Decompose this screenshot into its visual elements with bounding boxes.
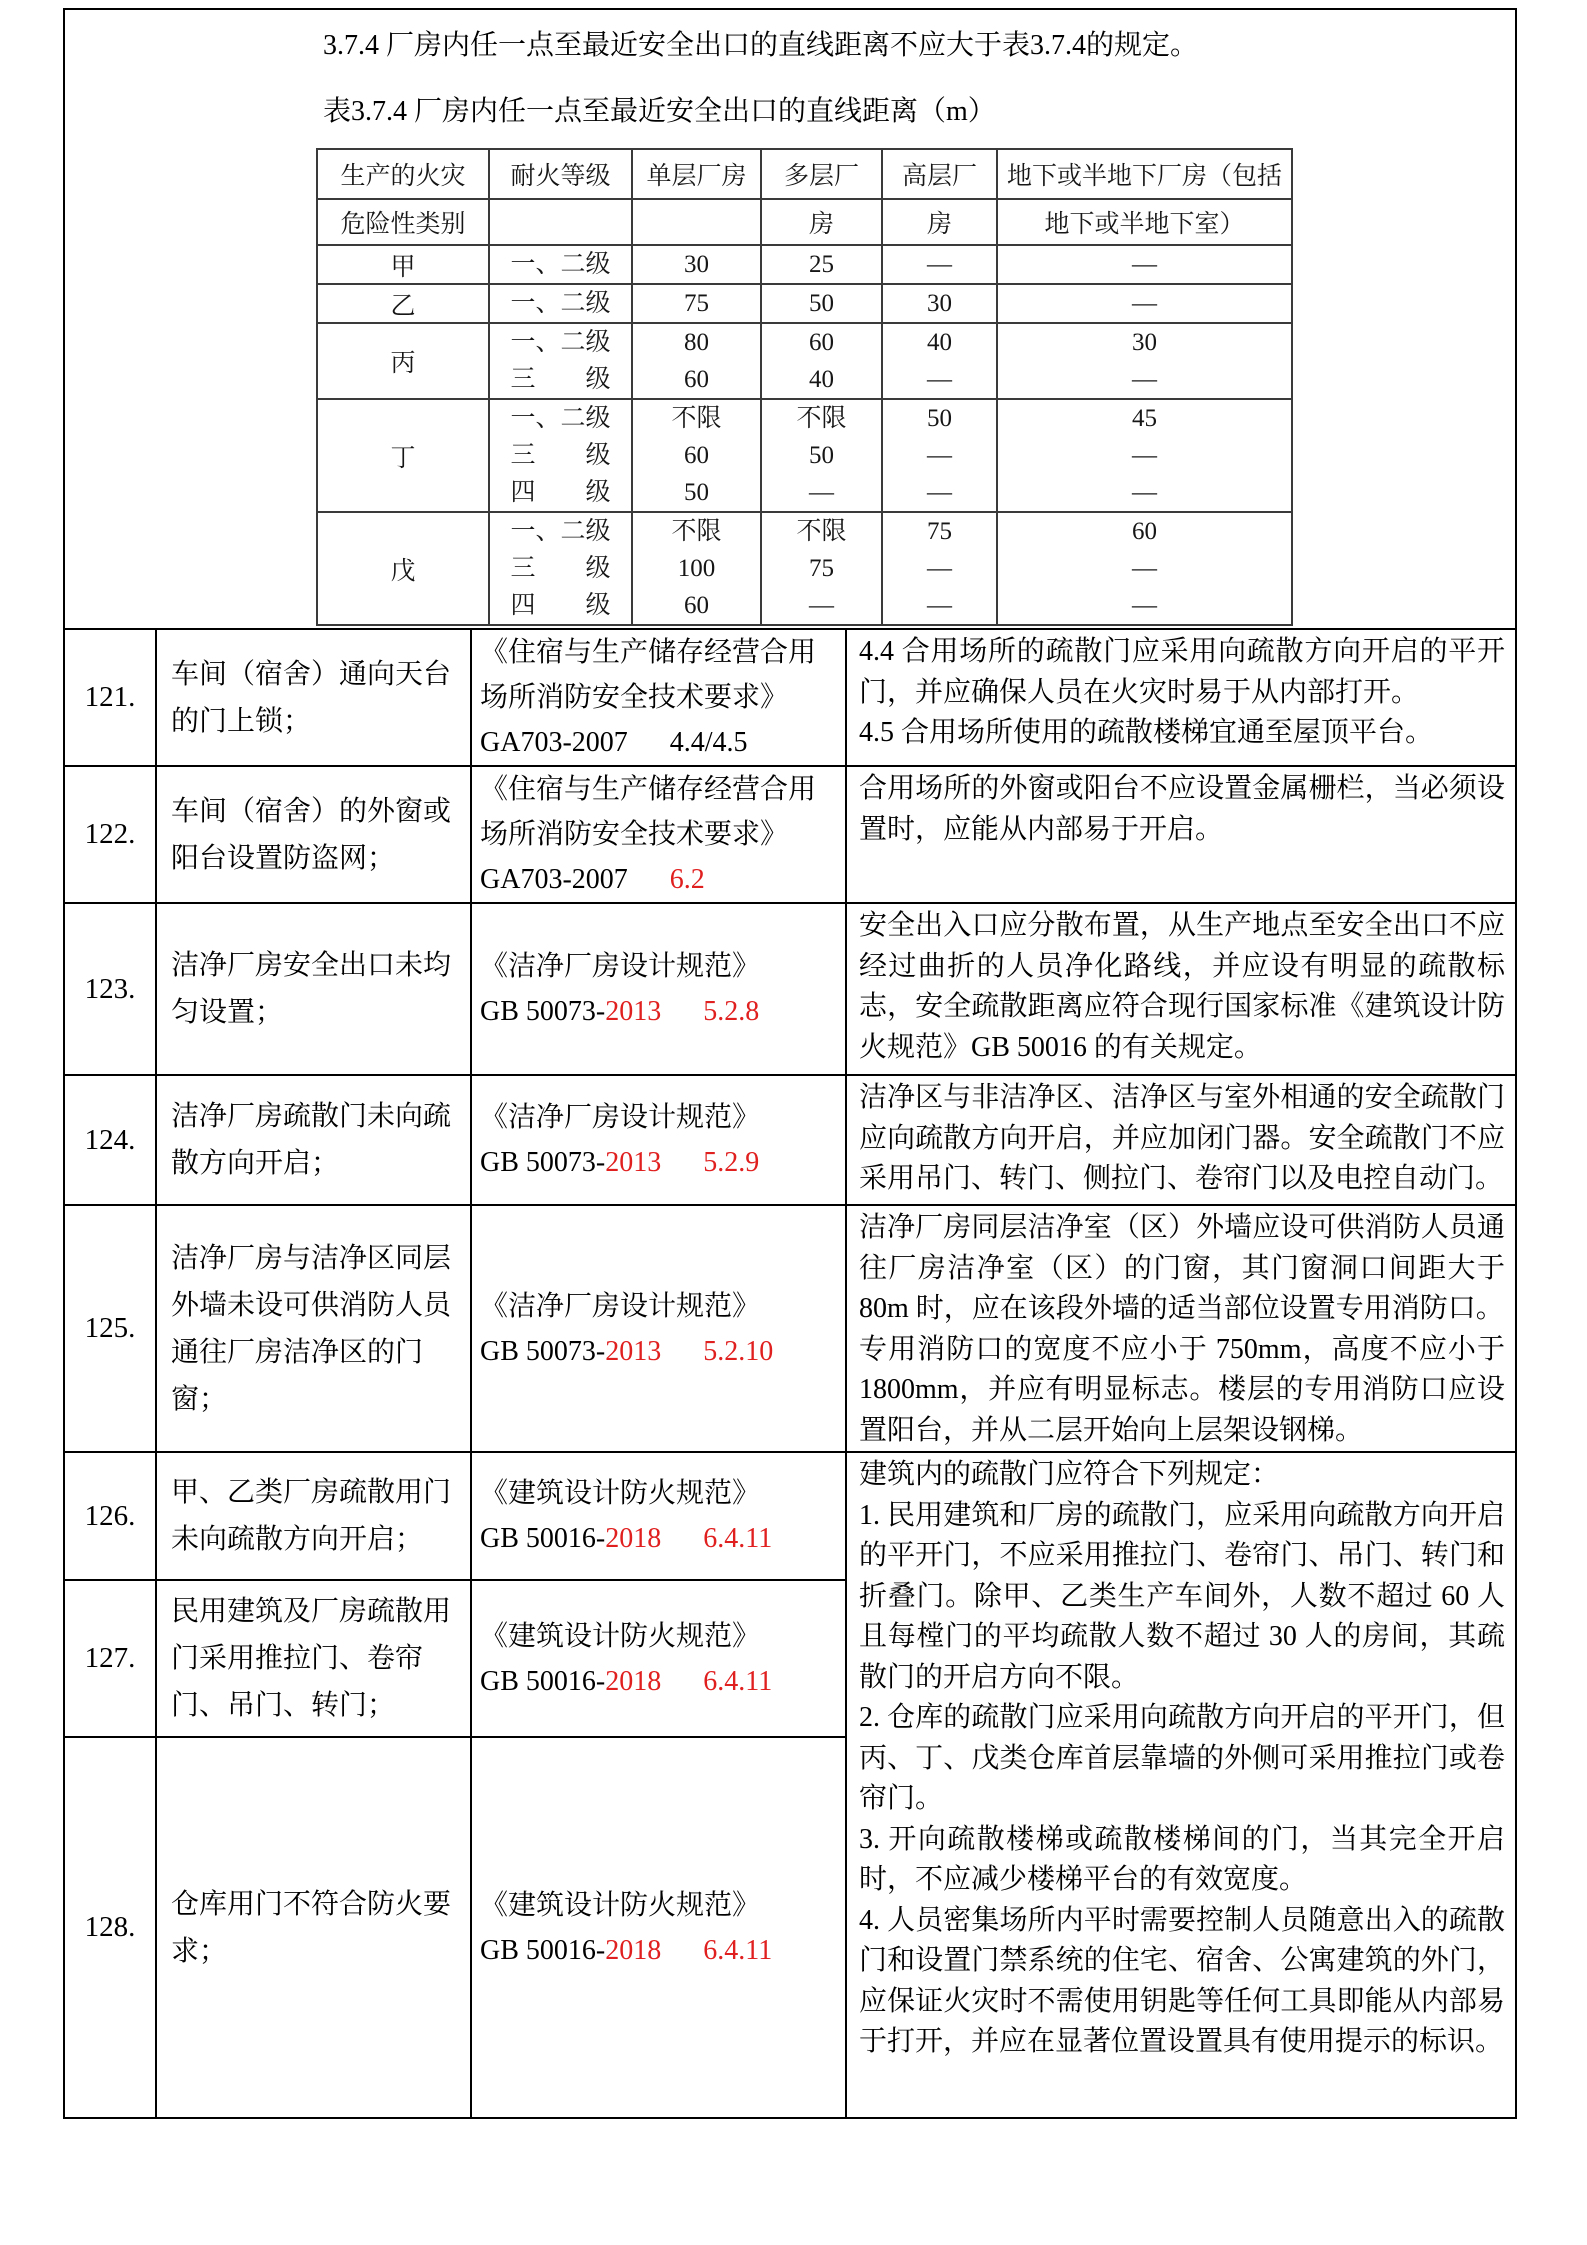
- row-number: 126.: [64, 1452, 156, 1580]
- distance-cell: 不限: [671, 518, 722, 545]
- table-caption: 表3.7.4 厂房内任一点至最近安全出口的直线距离（m）: [323, 96, 996, 127]
- violation-desc: 车间（宿舍）的外窗或阳台设置防盗网；: [156, 766, 471, 903]
- col-header-hazard-2: 危险性类别: [317, 199, 489, 245]
- requirement-text: [846, 903, 1516, 1075]
- col-header-empty-1: [489, 199, 632, 245]
- hazard-category: 甲: [317, 245, 489, 284]
- row-number: 123.: [64, 903, 156, 1075]
- code-standard-number: GA703-2007: [480, 727, 628, 758]
- requirement-paragraph: 洁净厂房同层洁净室（区）外墙应设可供消防人员通往厂房洁净室（区）的门窗，其门窗洞口间距大于 80m 时，应在该段外墙的适当部位设置专用消防口。: [859, 1212, 1505, 1324]
- value-cell: [882, 323, 997, 399]
- distance-cell: 四 级: [510, 479, 611, 506]
- distance-cell: 75: [927, 518, 952, 545]
- distance-cell: 一、二级: [510, 329, 611, 356]
- value-cell: [632, 245, 761, 284]
- code-title: 《住宿与生产储存经营合用场所消防安全技术要求》: [480, 774, 817, 850]
- distance-cell: 一、二级: [510, 290, 611, 317]
- col-header-single-storey: 单层厂房: [632, 149, 761, 199]
- distance-cell: 不限: [796, 518, 847, 545]
- code-section: 5.2.10: [703, 1335, 774, 1367]
- requirement-paragraph: 安全出入口应分散布置，从生产地点至安全出口不应经过曲折的人员净化路线，并应设有明显的疏散标志，安全疏散距离应符合现行国家标准《建筑设计防火规范》GB 50016 的有关规定。: [859, 910, 1505, 1063]
- code-section: 5.2.8: [703, 996, 760, 1027]
- code-standard-number: GB 50016-: [480, 1934, 606, 1966]
- distance-row-yi: [317, 284, 1292, 323]
- distance-cell: —: [1132, 290, 1157, 317]
- distance-cell: —: [1132, 251, 1157, 278]
- distance-cell: 50: [809, 442, 834, 469]
- distance-cell: —: [809, 479, 834, 506]
- distance-cell: 50: [809, 290, 834, 317]
- value-cell: [882, 512, 997, 625]
- code-line: [480, 720, 839, 765]
- distance-cell: —: [1132, 366, 1157, 393]
- code-reference: [471, 1580, 846, 1737]
- requirement-paragraph: 1. 民用建筑和厂房的疏散门，应采用向疏散方向开启的平开门，不应采用推拉门、卷帘门、吊门、转门和折叠门。除甲、乙类生产车间外，人数不超过 60 人且每樘门的平均疏散人数不超过 30 人的房间，其疏散门的开启方向不限。: [859, 1499, 1505, 1693]
- code-reference: [471, 629, 846, 766]
- value-cell: [632, 323, 761, 399]
- code-year: 2013: [605, 1147, 662, 1178]
- hazard-category: 丁: [317, 399, 489, 512]
- distance-table: [316, 148, 1293, 626]
- col-header-underground: 地下或半地下厂房（包括: [997, 149, 1292, 199]
- row-number: 124.: [64, 1075, 156, 1205]
- distance-row-ding: [317, 399, 1292, 512]
- distance-cell: 不限: [796, 405, 847, 432]
- value-cell: [882, 399, 997, 512]
- distance-row-bing: [317, 323, 1292, 399]
- clause-text: 3.7.4 厂房内任一点至最近安全出口的直线距离不应大于表3.7.4的规定。: [323, 30, 1199, 61]
- value-cell: [632, 512, 761, 625]
- code-title: 《洁净厂房设计规范》: [480, 1290, 761, 1322]
- distance-cell: 40: [927, 329, 952, 356]
- code-line: [480, 857, 839, 902]
- code-title: 《建筑设计防火规范》: [480, 1620, 761, 1652]
- distance-cell: —: [927, 366, 952, 393]
- distance-cell: 75: [809, 555, 834, 582]
- code-line: [480, 1928, 839, 1973]
- grade-cell: [489, 399, 632, 512]
- header-row: [64, 9, 1516, 629]
- distance-cell: 60: [684, 442, 709, 469]
- grade-cell: [489, 512, 632, 625]
- requirement-paragraph: 建筑内的疏散门应符合下列规定：: [859, 1459, 1280, 1490]
- distance-cell: —: [1132, 442, 1157, 469]
- code-line: [480, 1516, 839, 1561]
- distance-cell: 不限: [671, 405, 722, 432]
- code-section: 5.2.9: [703, 1147, 760, 1178]
- requirement-paragraph: 合用场所的外窗或阳台不应设置金属栅栏，当必须设置时，应能从内部易于开启。: [859, 773, 1505, 845]
- distance-row-wu: [317, 512, 1292, 625]
- col-header-high-rise: 高层厂: [882, 149, 997, 199]
- col-header-hazard: 生产的火灾: [317, 149, 489, 199]
- violation-desc: 甲、乙类厂房疏散用门未向疏散方向开启；: [156, 1452, 471, 1580]
- col-header-multi-storey-2: 房: [761, 199, 882, 245]
- row-number: 125.: [64, 1205, 156, 1452]
- distance-cell: 60: [684, 592, 709, 619]
- value-cell: [761, 323, 882, 399]
- value-cell: [997, 245, 1292, 284]
- value-cell: [632, 399, 761, 512]
- distance-cell: 一、二级: [510, 518, 611, 545]
- value-cell: [882, 284, 997, 323]
- distance-cell: 30: [684, 251, 709, 278]
- distance-cell: 60: [684, 366, 709, 393]
- requirement-paragraph: 4.5 合用场所使用的疏散楼梯宜通至屋顶平台。: [859, 717, 1434, 748]
- code-standard-number: GB 50016-: [480, 1523, 606, 1554]
- code-standard-number: GB 50073-: [480, 1335, 606, 1367]
- violation-desc: 洁净厂房疏散门未向疏散方向开启；: [156, 1075, 471, 1205]
- requirement-text: [846, 1205, 1516, 1452]
- distance-cell: 50: [684, 479, 709, 506]
- code-standard-number: GB 50073-: [480, 996, 606, 1027]
- requirement-paragraph: 3. 开向疏散楼梯或疏散楼梯间的门，当其完全开启时，不应减少楼梯平台的有效宽度。: [859, 1823, 1505, 1895]
- violation-desc: 洁净厂房安全出口未均匀设置；: [156, 903, 471, 1075]
- code-standard-number: GB 50016-: [480, 1665, 606, 1697]
- violation-row-125: [64, 1205, 1516, 1452]
- distance-row-jia: [317, 245, 1292, 284]
- code-standard-number: GA703-2007: [480, 864, 628, 895]
- requirement-paragraph: 4.4 合用场所的疏散门应采用向疏散方向开启的平开门，并应确保人员在火灾时易于从内部打开。: [859, 636, 1505, 708]
- code-section: 6.4.11: [703, 1665, 773, 1697]
- code-reference: [471, 903, 846, 1075]
- distance-cell: —: [927, 442, 952, 469]
- code-title: 《洁净厂房设计规范》: [480, 951, 761, 982]
- code-year: 2013: [605, 996, 662, 1027]
- distance-cell: 80: [684, 329, 709, 356]
- value-cell: [997, 399, 1292, 512]
- code-reference: [471, 1452, 846, 1580]
- distance-cell: —: [927, 251, 952, 278]
- distance-cell: —: [1132, 592, 1157, 619]
- code-section: 6.4.11: [703, 1934, 773, 1966]
- code-standard-number: GB 50073-: [480, 1147, 606, 1178]
- violation-row-124: [64, 1075, 1516, 1205]
- violation-desc: 车间（宿舍）通向天台的门上锁；: [156, 629, 471, 766]
- distance-header-row-1: [317, 149, 1292, 199]
- violation-row-123: [64, 903, 1516, 1075]
- value-cell: [997, 284, 1292, 323]
- grade-cell: [489, 323, 632, 399]
- code-year: 2018: [605, 1665, 662, 1697]
- grade-cell: [489, 245, 632, 284]
- code-line: [480, 1140, 839, 1185]
- distance-cell: —: [927, 555, 952, 582]
- requirement-paragraph: 4. 人员密集场所内平时需要控制人员随意出入的疏散门和设置门禁系统的住宅、宿舍、公寓建筑的外门，应保证火灾时不需使用钥匙等任何工具即能从内部易于打开，并应在显著位置设置具有使用提示的标识。: [859, 1904, 1505, 2057]
- clause-cell: [64, 9, 1516, 629]
- requirement-paragraph: 2. 仓库的疏散门应采用向疏散方向开启的平开门，但丙、丁、戊类仓库首层靠墙的外侧可采用推拉门或卷帘门。: [859, 1702, 1505, 1814]
- code-line: [480, 1329, 839, 1374]
- col-header-empty-2: [632, 199, 761, 245]
- col-header-multi-storey: 多层厂: [761, 149, 882, 199]
- distance-cell: —: [1132, 479, 1157, 506]
- grade-cell: [489, 284, 632, 323]
- hazard-category: 丙: [317, 323, 489, 399]
- code-year: 2013: [605, 1335, 662, 1367]
- distance-cell: 30: [927, 290, 952, 317]
- col-header-underground-2: 地下或半地下室）: [997, 199, 1292, 245]
- code-year: 2018: [605, 1934, 662, 1966]
- violation-row-126: [64, 1452, 1516, 1580]
- distance-cell: 60: [1132, 518, 1157, 545]
- violation-desc: 仓库用门不符合防火要求；: [156, 1737, 471, 2118]
- distance-cell: 四 级: [510, 592, 611, 619]
- distance-cell: 三 级: [510, 366, 611, 393]
- distance-cell: —: [809, 592, 834, 619]
- requirement-paragraph: 洁净区与非洁净区、洁净区与室外相通的安全疏散门应向疏散方向开启，并应加闭门器。安全疏散门不应采用吊门、转门、侧拉门、卷帘门以及电控自动门。: [859, 1082, 1505, 1194]
- distance-cell: —: [927, 479, 952, 506]
- distance-cell: 一、二级: [510, 405, 611, 432]
- distance-cell: 一、二级: [510, 251, 611, 278]
- code-title: 《建筑设计防火规范》: [480, 1478, 761, 1509]
- row-number: 127.: [64, 1580, 156, 1737]
- distance-cell: 75: [684, 290, 709, 317]
- requirement-text: [846, 629, 1516, 766]
- hazard-category: 乙: [317, 284, 489, 323]
- distance-cell: —: [927, 592, 952, 619]
- violation-row-122: [64, 766, 1516, 903]
- code-section: 6.4.11: [703, 1523, 773, 1554]
- violation-desc: 洁净厂房与洁净区同层外墙未设可供消防人员通往厂房洁净区的门窗；: [156, 1205, 471, 1452]
- code-line: [480, 1659, 839, 1704]
- code-title: 《建筑设计防火规范》: [480, 1889, 761, 1921]
- distance-cell: 40: [809, 366, 834, 393]
- col-header-fire-resistance: 耐火等级: [489, 149, 632, 199]
- code-title: 《洁净厂房设计规范》: [480, 1102, 761, 1133]
- col-header-high-rise-2: 房: [882, 199, 997, 245]
- requirement-paragraph: 专用消防口的宽度不应小于 750mm，高度不应小于 1800mm，并应有明显标志。楼层的专用消防口应设置阳台，并从二层开始向上层架设钢梯。: [859, 1333, 1505, 1446]
- requirement-text-merged: [846, 1452, 1516, 2118]
- code-reference: [471, 1205, 846, 1452]
- code-title: 《住宿与生产储存经营合用场所消防安全技术要求》: [480, 637, 817, 713]
- value-cell: [761, 245, 882, 284]
- row-number: 122.: [64, 766, 156, 903]
- code-reference: [471, 1737, 846, 2118]
- distance-cell: —: [1132, 555, 1157, 582]
- value-cell: [997, 323, 1292, 399]
- hazard-category: 戊: [317, 512, 489, 625]
- distance-cell: 三 级: [510, 555, 611, 582]
- distance-header-row-2: [317, 199, 1292, 245]
- distance-cell: 三 级: [510, 442, 611, 469]
- code-year: 2018: [605, 1523, 662, 1554]
- distance-cell: 100: [677, 555, 716, 582]
- row-number: 128.: [64, 1737, 156, 2118]
- violation-desc: 民用建筑及厂房疏散用门采用推拉门、卷帘门、吊门、转门；: [156, 1580, 471, 1737]
- value-cell: [882, 245, 997, 284]
- violation-row-121: [64, 629, 1516, 766]
- row-number: 121.: [64, 629, 156, 766]
- code-section: 4.4/4.5: [669, 727, 748, 758]
- violations-table: [63, 8, 1517, 2119]
- code-reference: [471, 1075, 846, 1205]
- distance-cell: 50: [927, 405, 952, 432]
- requirement-text: [846, 1075, 1516, 1205]
- distance-cell: 30: [1132, 329, 1157, 356]
- value-cell: [761, 399, 882, 512]
- code-reference: [471, 766, 846, 903]
- requirement-text: [846, 766, 1516, 903]
- value-cell: [632, 284, 761, 323]
- distance-cell: 45: [1132, 405, 1157, 432]
- value-cell: [761, 512, 882, 625]
- distance-cell: 25: [809, 251, 834, 278]
- code-line: [480, 989, 839, 1034]
- code-section: 6.2: [669, 864, 705, 895]
- distance-cell: 60: [809, 329, 834, 356]
- value-cell: [997, 512, 1292, 625]
- value-cell: [761, 284, 882, 323]
